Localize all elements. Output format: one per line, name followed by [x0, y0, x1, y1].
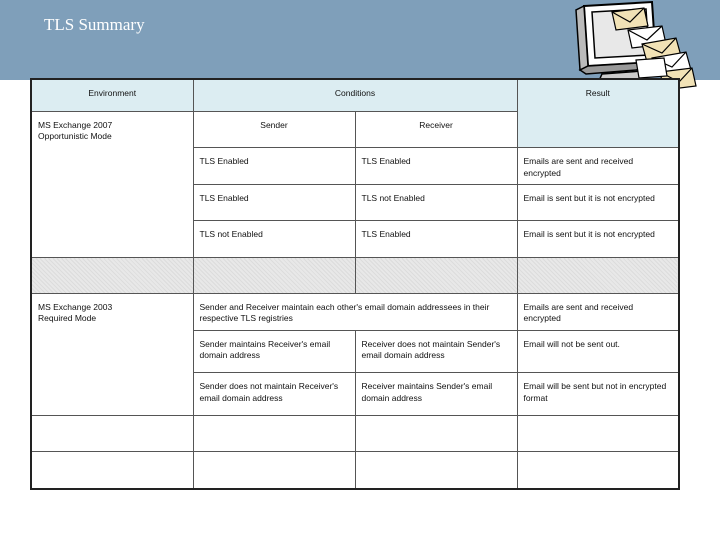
environment-header: Environment [31, 79, 193, 111]
result-cell: Emails are sent and received encrypted [517, 148, 679, 184]
empty-cell [355, 452, 517, 489]
receiver-cell: Receiver does not maintain Sender's email domain address [355, 330, 517, 372]
sender-cell: TLS Enabled [193, 184, 355, 220]
separator-cell [517, 258, 679, 293]
result-header: Result [517, 79, 679, 148]
separator-cell [355, 258, 517, 293]
empty-cell [193, 452, 355, 489]
tls-summary-table [30, 78, 680, 490]
receiver-cell: TLS Enabled [355, 148, 517, 184]
sender-cell: TLS Enabled [193, 148, 355, 184]
receiver-cell: TLS not Enabled [355, 184, 517, 220]
empty-cell [355, 415, 517, 451]
sender-cell: Sender maintains Receiver's email domain address [193, 330, 355, 372]
receiver-header: Receiver [355, 111, 517, 147]
sender-cell: TLS not Enabled [193, 220, 355, 257]
receiver-cell: Receiver maintains Sender's email domain address [355, 373, 517, 415]
empty-cell [31, 452, 193, 489]
sender-header: Sender [193, 111, 355, 147]
empty-cell [517, 415, 679, 451]
separator-cell [193, 258, 355, 293]
receiver-cell: TLS Enabled [355, 220, 517, 257]
conditions-header: Conditions [193, 79, 517, 111]
result-cell: Email is sent but it is not encrypted [517, 184, 679, 220]
environment-cell: MS Exchange 2007 Opportunistic Mode [31, 111, 193, 257]
separator-cell [31, 258, 193, 293]
empty-cell [193, 415, 355, 451]
environment-cell: MS Exchange 2003 Required Mode [31, 293, 193, 415]
result-cell: Email is sent but it is not encrypted [517, 220, 679, 257]
condition-cell: Sender and Receiver maintain each other's email domain addressees in their respective TLS registries [193, 293, 517, 330]
empty-cell [31, 415, 193, 451]
result-cell: Emails are sent and received encrypted [517, 293, 679, 330]
empty-cell [517, 452, 679, 489]
sender-cell: Sender does not maintain Receiver's email domain address [193, 373, 355, 415]
result-cell: Email will be sent but not in encrypted format [517, 373, 679, 415]
slide-title: TLS Summary [44, 15, 145, 34]
result-cell: Email will not be sent out. [517, 330, 679, 372]
